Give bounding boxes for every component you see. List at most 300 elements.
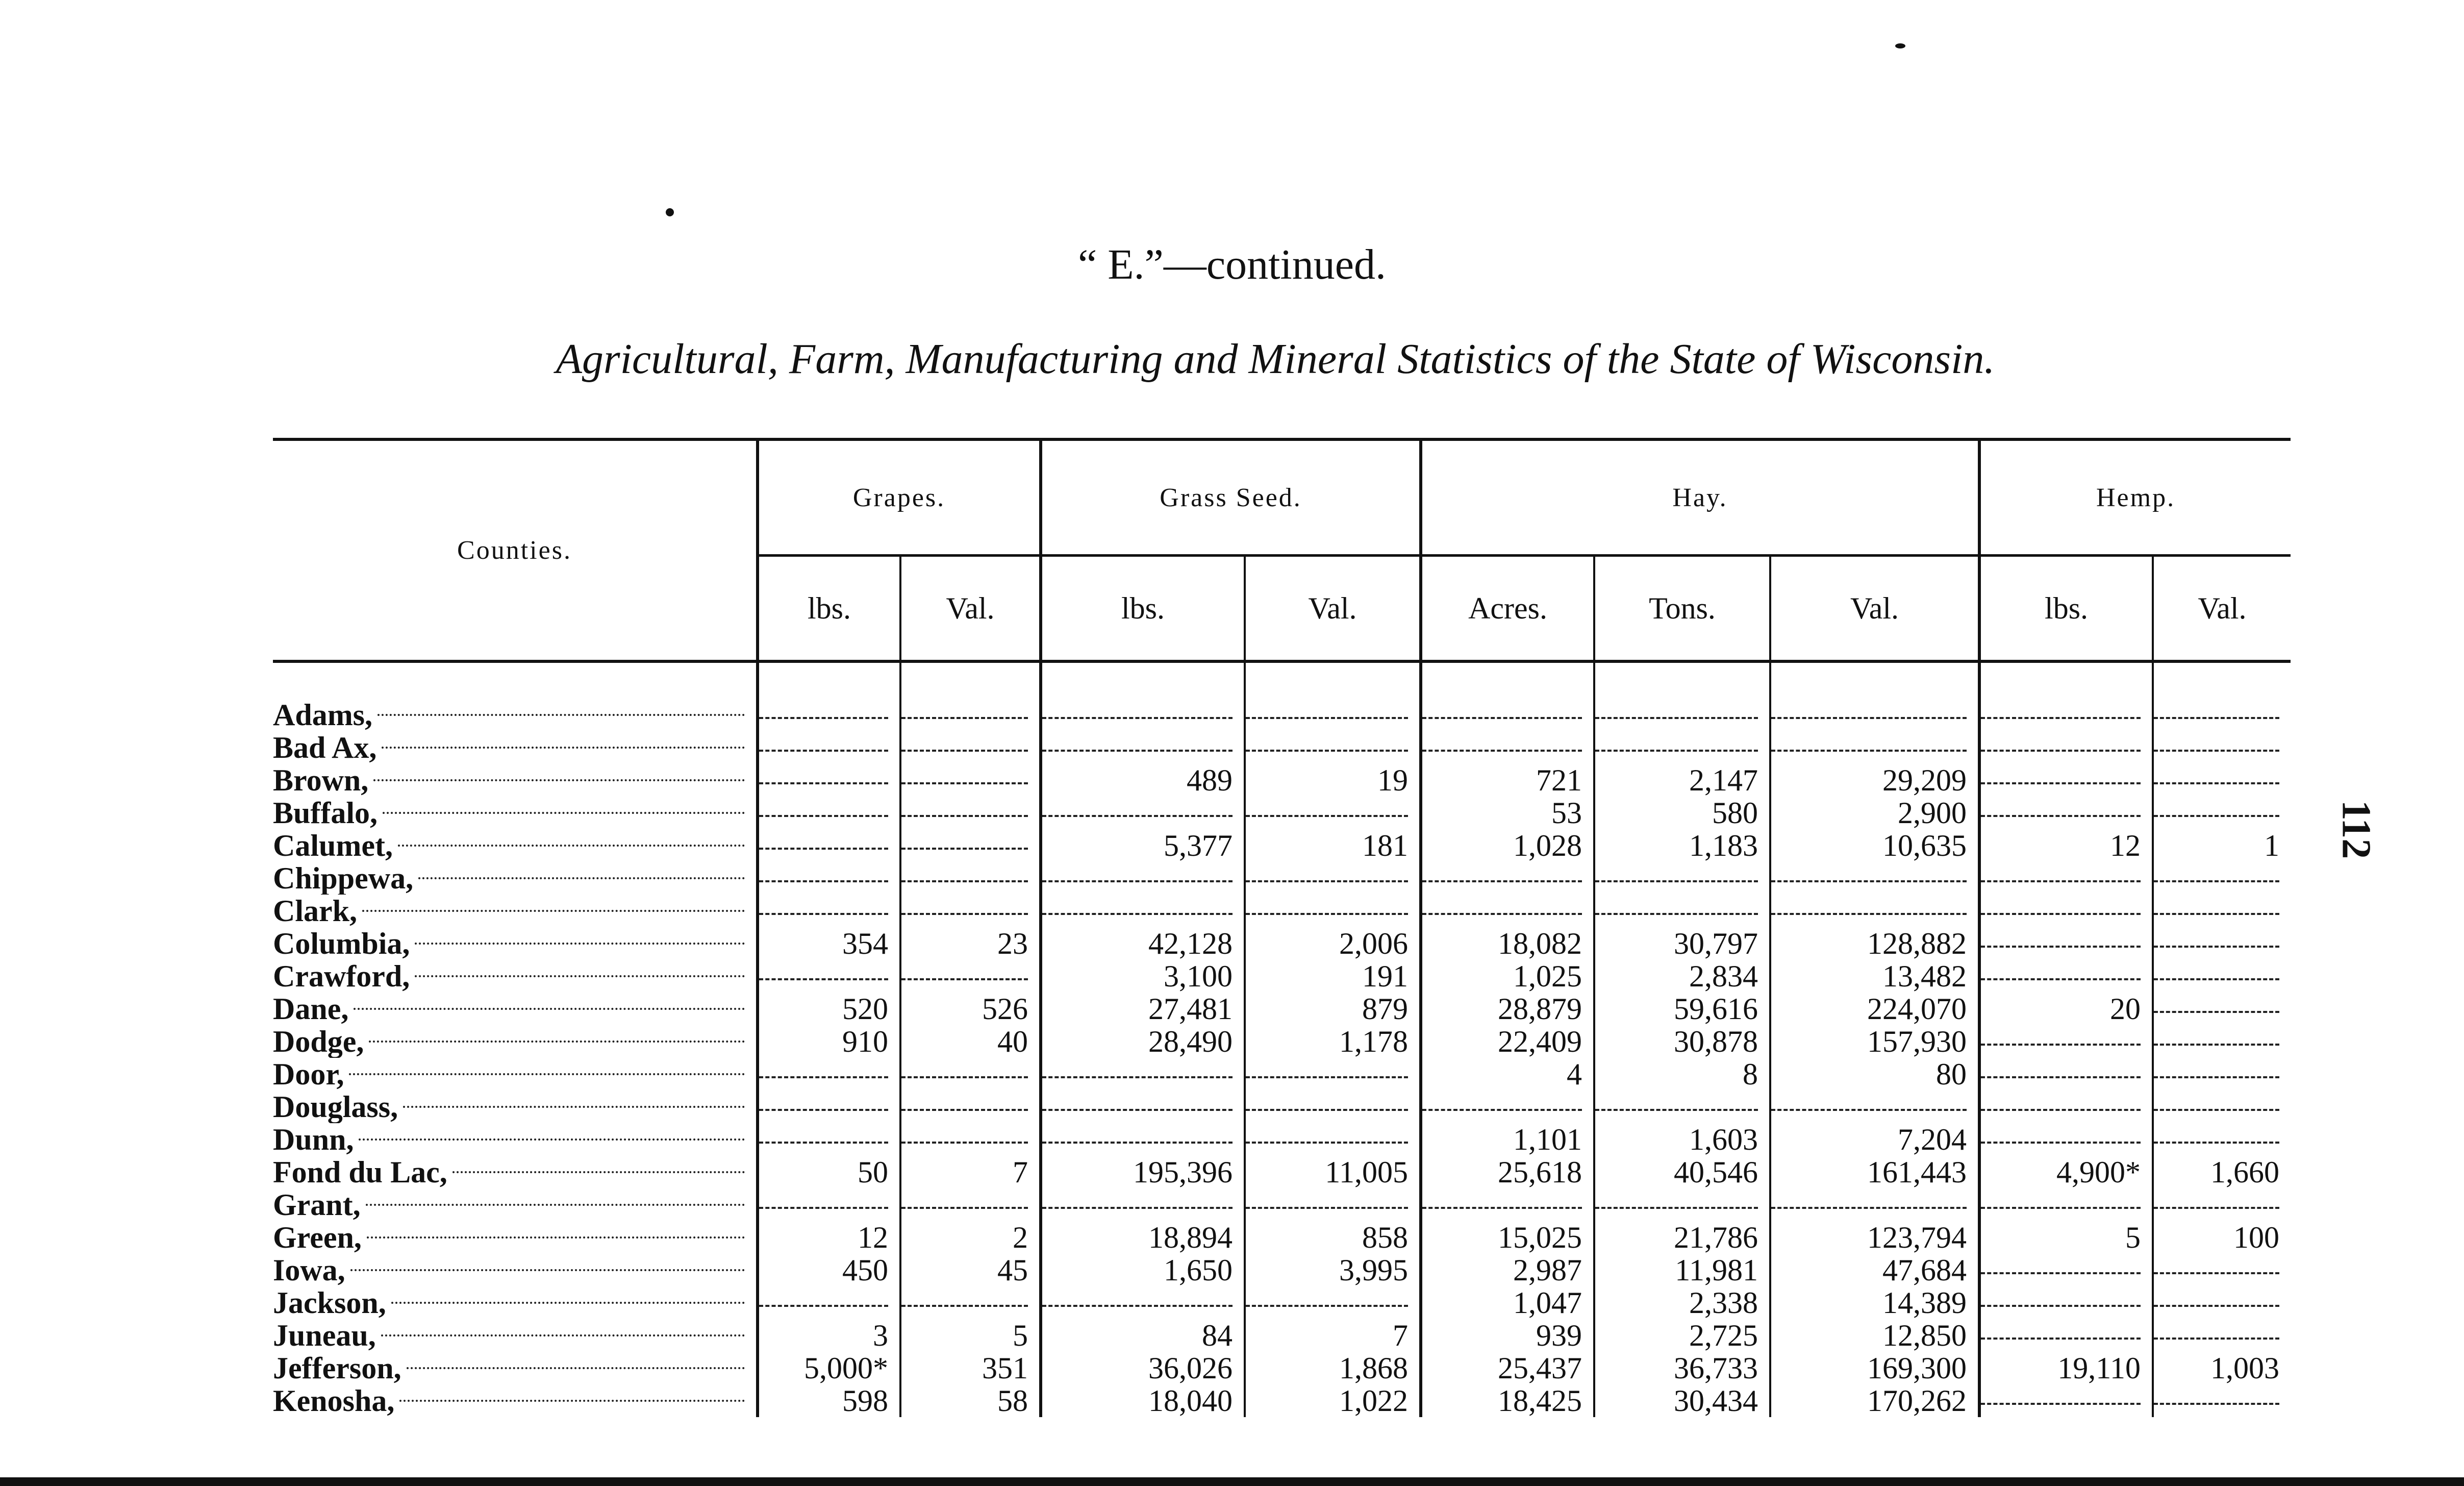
leader-dots [415, 943, 745, 945]
hay-tons-cell: 2,338 [1594, 1286, 1770, 1319]
hemp-val-cell [2153, 1319, 2291, 1352]
blank-dash [901, 880, 1028, 882]
hay-tons-cell: 1,603 [1594, 1123, 1770, 1156]
table-body [273, 661, 2291, 1417]
blank-dash [1981, 782, 2141, 784]
hay-val-cell: 224,070 [1770, 993, 1979, 1025]
blank-dash [2154, 946, 2279, 948]
blank-dash [1595, 1207, 1758, 1209]
grapes-lbs-cell [758, 731, 900, 764]
county-name: Green, [273, 1221, 362, 1254]
hay-acres-cell: 25,618 [1421, 1156, 1594, 1188]
blank-dash [1595, 913, 1758, 915]
page-heading: “ E.”—continued. [1077, 241, 1387, 288]
county-cell [273, 731, 758, 764]
leader-dots [407, 1367, 745, 1369]
grapes-lbs-cell: 5,000* [758, 1352, 900, 1384]
hemp-lbs-cell [1979, 764, 2153, 797]
leader-dots [359, 1138, 745, 1141]
hay-tons-cell: 2,147 [1594, 764, 1770, 797]
blank-dash [1595, 880, 1758, 882]
grass-seed-val-cell: 7 [1245, 1319, 1421, 1352]
hemp-lbs-cell [1979, 797, 2153, 829]
blank-dash [1981, 1076, 2141, 1078]
hay-val-cell: 169,300 [1770, 1352, 1979, 1384]
grapes-val-cell [900, 1286, 1041, 1319]
grapes-lbs-cell [758, 1091, 900, 1123]
hemp-val-cell: 1,660 [2153, 1156, 2291, 1188]
hemp-val-cell [2153, 764, 2291, 797]
county-cell [273, 1188, 758, 1221]
blank-dash [759, 1109, 888, 1111]
hemp-lbs-cell [1979, 1091, 2153, 1123]
hay-val-cell: 157,930 [1770, 1025, 1979, 1058]
statistics-table [273, 438, 2291, 1417]
hay-acres-cell: 22,409 [1421, 1025, 1594, 1058]
hay-tons-cell: 11,981 [1594, 1254, 1770, 1286]
hay-val-cell: 47,684 [1770, 1254, 1979, 1286]
leader-dots [383, 812, 745, 814]
hay-tons-cell: 2,725 [1594, 1319, 1770, 1352]
blank-dash [1042, 880, 1233, 882]
hemp-lbs-cell: 4,900* [1979, 1156, 2153, 1188]
blank-dash [901, 978, 1028, 980]
leader-dots [366, 1204, 745, 1206]
hay-tons-cell [1594, 1188, 1770, 1221]
page-number: 112 [2333, 800, 2379, 859]
table-row [273, 895, 2291, 927]
county-name: Iowa, [273, 1254, 345, 1286]
grass-seed-lbs-cell: 489 [1041, 764, 1245, 797]
hay-val-cell [1770, 731, 1979, 764]
grass-seed-lbs-cell: 84 [1041, 1319, 1245, 1352]
table-row [273, 1025, 2291, 1058]
county-name: Jefferson, [273, 1352, 401, 1384]
blank-dash [1771, 750, 1967, 752]
blank-dash [1981, 880, 2141, 882]
blank-dash [1246, 1142, 1408, 1144]
county-name: Clark, [273, 895, 357, 927]
table-row [273, 829, 2291, 862]
blank-dash [1981, 815, 2141, 817]
grass-seed-val-cell: 1,868 [1245, 1352, 1421, 1384]
table-row [273, 1352, 2291, 1384]
county-name: Crawford, [273, 960, 410, 993]
hay-tons-cell: 30,434 [1594, 1384, 1770, 1417]
grapes-lbs-cell: 450 [758, 1254, 900, 1286]
hemp-lbs-cell [1979, 1123, 2153, 1156]
table-row [273, 1384, 2291, 1417]
hemp-lbs-cell [1979, 862, 2153, 895]
grapes-val-cell: 526 [900, 993, 1041, 1025]
county-cell [273, 1058, 758, 1091]
grass-seed-val-cell [1245, 661, 1421, 731]
hay-acres-cell: 2,987 [1421, 1254, 1594, 1286]
county-name: Bad Ax, [273, 731, 377, 764]
page-title: Agricultural, Farm, Manufacturing and Mineral Statistics of the State of Wisconsin. [556, 335, 1995, 383]
grass-seed-lbs-cell: 195,396 [1041, 1156, 1245, 1188]
hemp-val-cell: 1 [2153, 829, 2291, 862]
table-row [273, 1156, 2291, 1188]
grapes-val-header: Val. [900, 556, 1041, 662]
leader-dots [369, 1041, 745, 1043]
county-cell [273, 1123, 758, 1156]
hay-val-cell: 29,209 [1770, 764, 1979, 797]
hay-val-cell: 128,882 [1770, 927, 1979, 960]
hay-acres-cell: 721 [1421, 764, 1594, 797]
blank-dash [1246, 913, 1408, 915]
grapes-lbs-cell [758, 797, 900, 829]
blank-dash [1981, 1338, 2141, 1340]
hemp-val-cell [2153, 797, 2291, 829]
hemp-val-cell [2153, 1254, 2291, 1286]
county-cell [273, 797, 758, 829]
county-name: Columbia, [273, 927, 410, 960]
grass-seed-group-header: Grass Seed. [1041, 439, 1421, 556]
table-row [273, 1254, 2291, 1286]
grapes-group-header: Grapes. [758, 439, 1041, 556]
grapes-val-cell: 23 [900, 927, 1041, 960]
hay-val-cell [1770, 862, 1979, 895]
leader-dots [354, 1008, 745, 1010]
county-cell [273, 927, 758, 960]
county-name: Dane, [273, 993, 349, 1025]
hay-val-cell: 170,262 [1770, 1384, 1979, 1417]
blank-dash [1422, 1207, 1582, 1209]
grass-seed-val-cell [1245, 797, 1421, 829]
leader-dots [350, 1269, 745, 1271]
table-row [273, 797, 2291, 829]
hemp-val-cell [2153, 1091, 2291, 1123]
blank-dash [1981, 750, 2141, 752]
blank-dash [1981, 913, 2141, 915]
blank-dash [759, 815, 888, 817]
grass-seed-val-cell [1245, 1123, 1421, 1156]
grass-seed-lbs-cell [1041, 895, 1245, 927]
blank-dash [1422, 750, 1582, 752]
hay-tons-cell [1594, 862, 1770, 895]
table-row [273, 1188, 2291, 1221]
blank-dash [1042, 1109, 1233, 1111]
hay-acres-cell [1421, 1188, 1594, 1221]
hay-tons-cell: 580 [1594, 797, 1770, 829]
blank-dash [759, 1076, 888, 1078]
hay-acres-cell [1421, 1091, 1594, 1123]
blank-dash [2154, 1305, 2279, 1307]
hemp-val-cell [2153, 862, 2291, 895]
hemp-lbs-cell: 19,110 [1979, 1352, 2153, 1384]
blank-dash [2154, 717, 2279, 719]
county-cell [273, 1286, 758, 1319]
hemp-group-header: Hemp. [1979, 439, 2291, 556]
blank-dash [1042, 750, 1233, 752]
grass-seed-val-cell [1245, 895, 1421, 927]
county-cell [273, 1156, 758, 1188]
blank-dash [901, 782, 1028, 784]
grass-seed-lbs-cell [1041, 731, 1245, 764]
grass-seed-lbs-cell [1041, 862, 1245, 895]
grapes-lbs-cell: 910 [758, 1025, 900, 1058]
hay-val-cell: 13,482 [1770, 960, 1979, 993]
grapes-lbs-cell: 520 [758, 993, 900, 1025]
grapes-val-cell: 7 [900, 1156, 1041, 1188]
grapes-lbs-cell [758, 764, 900, 797]
hay-tons-header: Tons. [1594, 556, 1770, 662]
grass-seed-val-cell: 191 [1245, 960, 1421, 993]
hemp-val-cell: 100 [2153, 1221, 2291, 1254]
leader-dots [452, 1171, 745, 1173]
blank-dash [2154, 750, 2279, 752]
counties-column-header: Counties. [457, 536, 572, 565]
grapes-val-cell: 45 [900, 1254, 1041, 1286]
hemp-val-cell [2153, 1286, 2291, 1319]
county-name: Grant, [273, 1188, 361, 1221]
hay-acres-header: Acres. [1421, 556, 1594, 662]
grapes-val-cell [900, 731, 1041, 764]
table-row [273, 1319, 2291, 1352]
table-row [273, 764, 2291, 797]
grapes-lbs-cell: 50 [758, 1156, 900, 1188]
grass-seed-val-cell: 19 [1245, 764, 1421, 797]
hemp-lbs-cell [1979, 1384, 2153, 1417]
county-name: Jackson, [273, 1286, 386, 1319]
grapes-lbs-cell [758, 829, 900, 862]
hay-acres-cell: 18,425 [1421, 1384, 1594, 1417]
county-cell [273, 862, 758, 895]
grass-seed-lbs-cell [1041, 661, 1245, 731]
hay-val-cell: 2,900 [1770, 797, 1979, 829]
blank-dash [1981, 978, 2141, 980]
hay-val-cell [1770, 1188, 1979, 1221]
grapes-lbs-cell [758, 1188, 900, 1221]
grapes-val-cell [900, 829, 1041, 862]
grapes-lbs-cell: 598 [758, 1384, 900, 1417]
table-row [273, 1221, 2291, 1254]
hemp-val-cell: 1,003 [2153, 1352, 2291, 1384]
hemp-lbs-cell [1979, 1188, 2153, 1221]
leader-dots [418, 877, 745, 879]
hay-group-header: Hay. [1421, 439, 1979, 556]
hay-acres-cell: 53 [1421, 797, 1594, 829]
county-name: Douglass, [273, 1091, 398, 1123]
hay-acres-cell: 28,879 [1421, 993, 1594, 1025]
table-header [273, 439, 2291, 661]
hemp-val-cell [2153, 993, 2291, 1025]
leader-dots [391, 1302, 745, 1304]
table-row [273, 993, 2291, 1025]
hay-val-cell: 123,794 [1770, 1221, 1979, 1254]
blank-dash [1771, 1109, 1967, 1111]
hemp-val-cell [2153, 895, 2291, 927]
hay-tons-cell: 21,786 [1594, 1221, 1770, 1254]
leader-dots [415, 975, 745, 977]
hay-tons-cell: 30,797 [1594, 927, 1770, 960]
grass-seed-val-header: Val. [1245, 556, 1421, 662]
hemp-val-cell [2153, 927, 2291, 960]
blank-dash [901, 1142, 1028, 1144]
county-name: Juneau, [273, 1319, 376, 1352]
grapes-lbs-cell [758, 960, 900, 993]
table-row [273, 1123, 2291, 1156]
hay-tons-cell: 59,616 [1594, 993, 1770, 1025]
hay-tons-cell [1594, 895, 1770, 927]
blank-dash [759, 750, 888, 752]
grass-seed-lbs-cell: 3,100 [1041, 960, 1245, 993]
blank-dash [901, 1305, 1028, 1307]
hemp-lbs-cell: 5 [1979, 1221, 2153, 1254]
blank-dash [901, 1109, 1028, 1111]
hay-acres-cell: 15,025 [1421, 1221, 1594, 1254]
blank-dash [2154, 1109, 2279, 1111]
grapes-lbs-cell [758, 661, 900, 731]
hay-tons-cell [1594, 1091, 1770, 1123]
grapes-lbs-cell: 354 [758, 927, 900, 960]
hay-acres-cell [1421, 862, 1594, 895]
blank-dash [1246, 1207, 1408, 1209]
county-cell [273, 661, 758, 731]
leader-dots [398, 845, 745, 847]
grapes-val-cell [900, 862, 1041, 895]
grapes-val-cell [900, 1123, 1041, 1156]
blank-dash [2154, 1403, 2279, 1405]
grapes-lbs-cell [758, 1123, 900, 1156]
hay-val-cell: 12,850 [1770, 1319, 1979, 1352]
hay-val-cell: 14,389 [1770, 1286, 1979, 1319]
county-cell [273, 1254, 758, 1286]
ink-speck [1895, 43, 1905, 48]
hay-val-header: Val. [1770, 556, 1979, 662]
hay-acres-cell [1421, 895, 1594, 927]
grass-seed-lbs-cell [1041, 1123, 1245, 1156]
hemp-lbs-cell [1979, 1058, 2153, 1091]
grapes-val-cell: 351 [900, 1352, 1041, 1384]
table-row [273, 731, 2291, 764]
grass-seed-val-cell: 1,178 [1245, 1025, 1421, 1058]
table-row [273, 1091, 2291, 1123]
hemp-val-header: Val. [2153, 556, 2291, 662]
hemp-val-cell [2153, 1384, 2291, 1417]
blank-dash [901, 913, 1028, 915]
hemp-val-cell [2153, 731, 2291, 764]
hay-acres-cell: 18,082 [1421, 927, 1594, 960]
grass-seed-val-cell [1245, 1058, 1421, 1091]
blank-dash [901, 815, 1028, 817]
blank-dash [2154, 978, 2279, 980]
blank-dash [1981, 1142, 2141, 1144]
blank-dash [1042, 815, 1233, 817]
blank-dash [901, 848, 1028, 850]
grass-seed-lbs-cell: 36,026 [1041, 1352, 1245, 1384]
grass-seed-val-cell: 858 [1245, 1221, 1421, 1254]
blank-dash [1246, 1109, 1408, 1111]
blank-dash [2154, 1044, 2279, 1046]
grapes-val-cell [900, 895, 1041, 927]
blank-dash [1422, 1109, 1582, 1111]
grass-seed-val-cell [1245, 1286, 1421, 1319]
hay-acres-cell: 1,101 [1421, 1123, 1594, 1156]
blank-dash [901, 750, 1028, 752]
grass-seed-val-cell [1245, 1188, 1421, 1221]
grapes-lbs-cell: 12 [758, 1221, 900, 1254]
hay-val-cell: 161,443 [1770, 1156, 1979, 1188]
hemp-lbs-cell: 20 [1979, 993, 2153, 1025]
blank-dash [2154, 782, 2279, 784]
county-cell [273, 1221, 758, 1254]
hay-val-cell [1770, 661, 1979, 731]
grass-seed-lbs-cell: 1,650 [1041, 1254, 1245, 1286]
blank-dash [759, 978, 888, 980]
hay-acres-cell [1421, 731, 1594, 764]
blank-dash [759, 913, 888, 915]
hemp-lbs-cell [1979, 1025, 2153, 1058]
grapes-val-cell: 40 [900, 1025, 1041, 1058]
blank-dash [1422, 880, 1582, 882]
county-cell [273, 1319, 758, 1352]
county-cell [273, 1091, 758, 1123]
blank-dash [1595, 750, 1758, 752]
hay-val-cell [1770, 895, 1979, 927]
hemp-val-cell [2153, 1025, 2291, 1058]
county-cell [273, 764, 758, 797]
hemp-lbs-cell [1979, 1254, 2153, 1286]
blank-dash [1246, 880, 1408, 882]
hemp-lbs-cell [1979, 960, 2153, 993]
grapes-val-cell [900, 661, 1041, 731]
grass-seed-val-cell [1245, 1091, 1421, 1123]
county-cell [273, 829, 758, 862]
county-name: Fond du Lac, [273, 1156, 447, 1188]
blank-dash [2154, 1272, 2279, 1274]
blank-dash [759, 717, 888, 719]
hay-tons-cell: 2,834 [1594, 960, 1770, 993]
grass-seed-val-cell: 879 [1245, 993, 1421, 1025]
grass-seed-lbs-cell: 5,377 [1041, 829, 1245, 862]
grass-seed-lbs-cell [1041, 1058, 1245, 1091]
county-cell [273, 1025, 758, 1058]
hay-val-cell [1770, 1091, 1979, 1123]
leader-dots [367, 1236, 745, 1239]
hemp-lbs-cell [1979, 1286, 2153, 1319]
hemp-val-cell [2153, 1123, 2291, 1156]
grass-seed-val-cell: 11,005 [1245, 1156, 1421, 1188]
grapes-val-cell [900, 1091, 1041, 1123]
hay-tons-cell: 1,183 [1594, 829, 1770, 862]
blank-dash [2154, 880, 2279, 882]
grapes-val-cell [900, 797, 1041, 829]
hemp-lbs-header: lbs. [1979, 556, 2153, 662]
grapes-lbs-cell [758, 862, 900, 895]
county-name: Chippewa, [273, 862, 414, 895]
hemp-lbs-cell [1979, 731, 2153, 764]
county-name: Door, [273, 1058, 344, 1091]
county-cell [273, 1384, 758, 1417]
grass-seed-lbs-cell: 27,481 [1041, 993, 1245, 1025]
blank-dash [759, 848, 888, 850]
grass-seed-lbs-cell: 18,894 [1041, 1221, 1245, 1254]
blank-dash [1042, 1305, 1233, 1307]
grapes-lbs-header: lbs. [758, 556, 900, 662]
table-row [273, 862, 2291, 895]
hay-val-cell: 10,635 [1770, 829, 1979, 862]
blank-dash [759, 880, 888, 882]
grass-seed-lbs-cell: 42,128 [1041, 927, 1245, 960]
grapes-lbs-cell [758, 1058, 900, 1091]
grapes-lbs-cell [758, 1286, 900, 1319]
hay-acres-cell: 25,437 [1421, 1352, 1594, 1384]
county-cell [273, 895, 758, 927]
leader-dots [382, 747, 745, 749]
hay-tons-cell: 40,546 [1594, 1156, 1770, 1188]
